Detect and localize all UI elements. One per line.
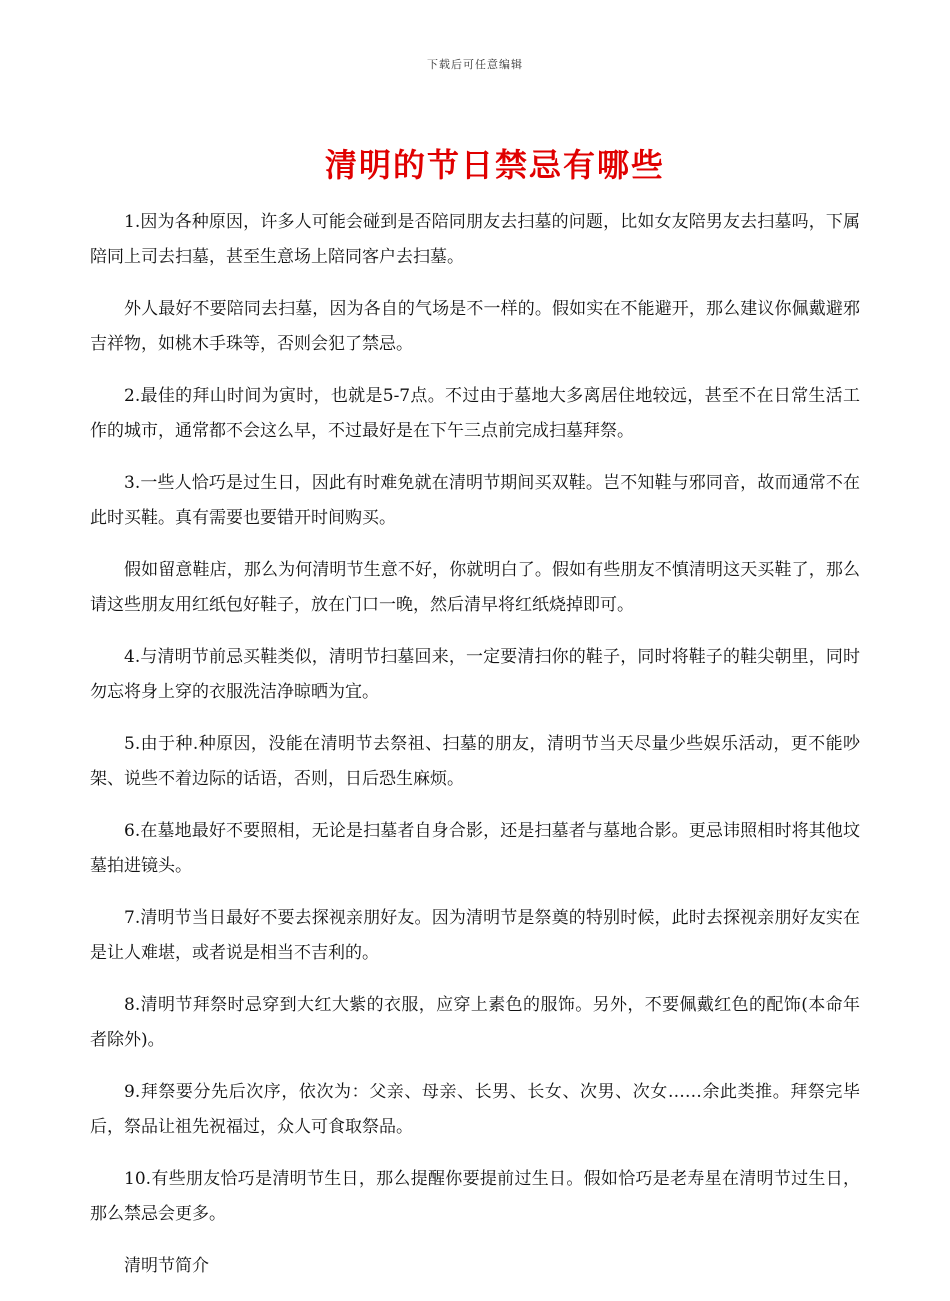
section-heading: 清明节简介 (124, 1256, 209, 1276)
document-title: 清明的节日禁忌有哪些 (324, 146, 665, 184)
paragraph: 7.清明节当日最好不要去探视亲朋好友。因为清明节是祭奠的特别时候，此时去探视亲朋好友实在是让人难堪，或者说是相当不吉利的。 (90, 908, 860, 963)
paragraph: 9.拜祭要分先后次序，依次为：父亲、母亲、长男、长女、次男、次女……余此类推。拜祭完毕后，祭品让祖先祝福过，众人可食取祭品。 (90, 1082, 860, 1137)
paragraph: 假如留意鞋店，那么为何清明节生意不好，你就明白了。假如有些朋友不慎清明这天买鞋了，那么请这些朋友用红纸包好鞋子，放在门口一晚，然后清早将红纸烧掉即可。 (90, 560, 860, 615)
paragraph: 8.清明节拜祭时忌穿到大红大紫的衣服，应穿上素色的服饰。另外，不要佩戴红色的配饰(本命年者除外)。 (90, 995, 860, 1050)
paragraph: 3.一些人恰巧是过生日，因此有时难免就在清明节期间买双鞋。岂不知鞋与邪同音，故而通常不在此时买鞋。真有需要也要错开时间购买。 (90, 473, 860, 528)
paragraph: 1.因为各种原因，许多人可能会碰到是否陪同朋友去扫墓的问题，比如女友陪男友去扫墓吗，下属陪同上司去扫墓，甚至生意场上陪同客户去扫墓。 (90, 212, 860, 267)
paragraph: 10.有些朋友恰巧是清明节生日，那么提醒你要提前过生日。假如恰巧是老寿星在清明节过生日，那么禁忌会更多。 (90, 1169, 860, 1224)
paragraph: 4.与清明节前忌买鞋类似，清明节扫墓回来，一定要清扫你的鞋子，同时将鞋子的鞋尖朝里，同时勿忘将身上穿的衣服洗洁净晾晒为宜。 (90, 647, 860, 702)
paragraph: 外人最好不要陪同去扫墓，因为各自的气场是不一样的。假如实在不能避开，那么建议你佩戴避邪吉祥物，如桃木手珠等，否则会犯了禁忌。 (90, 299, 860, 354)
page-header-note: 下载后可任意编辑 (427, 58, 523, 71)
paragraph: 2.最佳的拜山时间为寅时，也就是5-7点。不过由于墓地大多离居住地较远，甚至不在日常生活工作的城市，通常都不会这么早，不过最好是在下午三点前完成扫墓拜祭。 (90, 386, 860, 441)
paragraph: 6.在墓地最好不要照相，无论是扫墓者自身合影，还是扫墓者与墓地合影。更忌讳照相时将其他坟墓拍进镜头。 (90, 821, 860, 876)
paragraph: 5.由于种.种原因，没能在清明节去祭祖、扫墓的朋友，清明节当天尽量少些娱乐活动，更不能吵架、说些不着边际的话语，否则，日后恐生麻烦。 (90, 734, 860, 789)
document-body (90, 205, 860, 1301)
